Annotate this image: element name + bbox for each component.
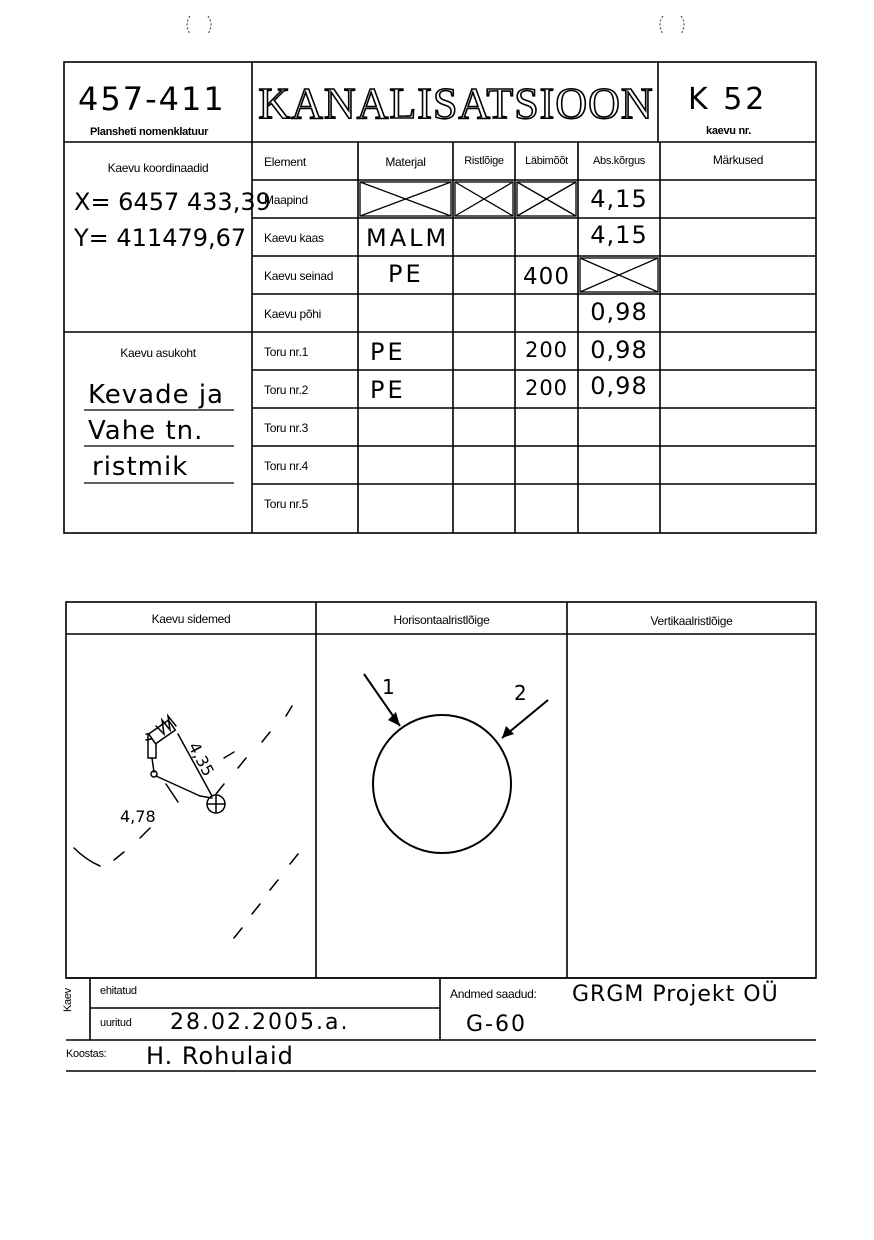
well-number-label: kaevu nr. [706,125,751,137]
abs-height-value: 4,15 [590,185,648,213]
surveyed-date-value: 28.02.2005.a. [170,1010,350,1035]
location-line-1: Kevade ja [88,380,224,410]
material-value: PE [370,338,406,366]
built-label: ehitatud [100,985,137,997]
col-header-cross-section: Ristlõige [464,155,504,167]
material-value: PE [370,376,406,404]
diameter-value: 400 [523,264,570,290]
diameter-value: 200 [524,376,569,400]
col-header-diameter: Läbimõõt [525,155,568,167]
row-element: Toru nr.4 [264,459,308,473]
abs-height-value: 0,98 [590,298,648,326]
col-label-horizontal-section: Horisontaalristlõige [393,613,490,627]
material-value: PE [388,260,424,288]
row-element: Toru nr.2 [264,383,308,397]
row-element: Maapind [264,193,308,207]
material-value: MALM [366,224,450,252]
side-label-well: Kaev [62,988,74,1012]
diameter-value: 200 [524,338,569,362]
row-element: Kaevu seinad [264,269,334,283]
well-number-value: K 52 [688,82,768,117]
col-header-element: Element [264,155,306,169]
coordinate-y: Y= 411479,67 [74,224,247,252]
author-label: Koostas: [66,1048,107,1060]
col-label-vertical-section: Vertikaalristlõige [650,614,733,628]
col-header-notes: Märkused [712,153,764,167]
row-element: Kaevu põhi [264,307,322,321]
row-element: Toru nr.1 [264,345,308,359]
abs-height-value: 0,98 [590,372,648,400]
horizontal-section-drawing [316,634,567,978]
col-label-well-ties: Kaevu sidemed [151,612,231,626]
author-value: H. Rohulaid [146,1042,294,1070]
tie-distance-label: 4,78 [120,807,156,826]
location-line-2: Vahe tn. [88,416,204,446]
tie-distance-label: 4,35 [184,738,218,780]
col-header-material: Materjal [385,155,426,169]
row-element: Kaevu kaas [264,231,324,245]
well-ties-sketch [66,634,316,978]
pipe-number-label: 1 [382,675,395,699]
data-source-label: Andmed saadud: [450,987,537,1001]
location-line-3: ristmik [92,452,189,482]
surveyed-label: uuritud [100,1017,132,1029]
row-element: Toru nr.5 [264,497,308,511]
abs-height-value: 4,15 [590,221,648,249]
col-header-abs-height: Abs.kõrgus [592,155,646,167]
planset-label: Plansheti nomenklatuur [90,126,209,138]
data-source-reference: G-60 [466,1012,527,1037]
planset-value: 457-411 [78,80,226,118]
location-label: Kaevu asukoht [120,346,196,360]
abs-height-value: 0,98 [590,336,648,364]
coordinates-label: Kaevu koordinaadid [107,161,209,175]
pipe-number-label: 2 [514,681,527,705]
coordinate-x: X= 6457 433,39 [74,188,271,216]
data-source-value: GRGM Projekt OÜ [572,982,779,1007]
page-title: KANALISATSIOON [258,79,654,128]
row-element: Toru nr.3 [264,421,308,435]
